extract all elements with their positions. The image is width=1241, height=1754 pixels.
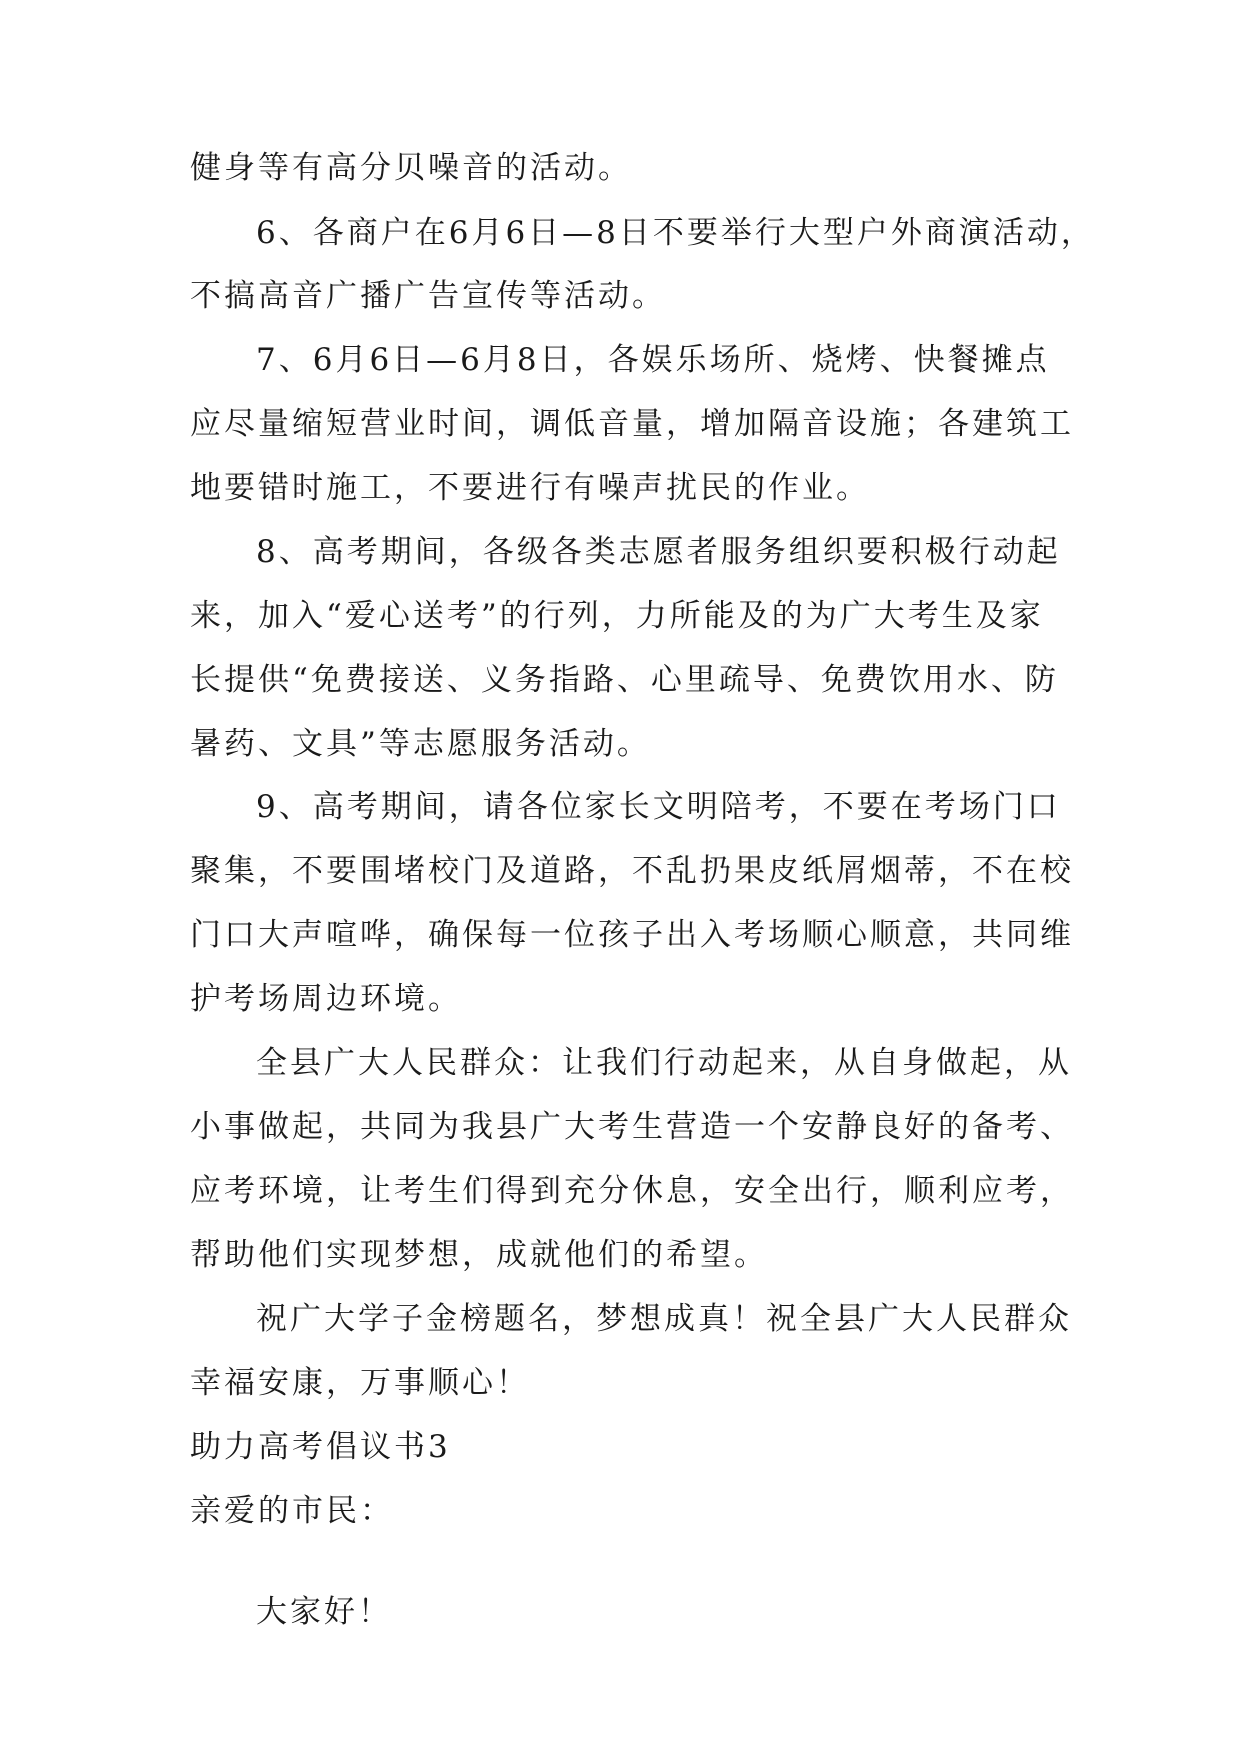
paragraph-line: 长提供“免费接送、义务指路、心里疏导、免费饮用水、防 <box>190 662 1059 698</box>
paragraph-line: 护考场周边环境。 <box>190 981 462 1017</box>
paragraph-line: 不搞高音广播广告宣传等活动。 <box>190 278 666 314</box>
paragraph-line: 健身等有高分贝噪音的活动。 <box>190 150 632 186</box>
paragraph-line: 来，加入“爱心送考”的行列，力所能及的为广大考生及家 <box>190 598 1044 634</box>
paragraph-line: 门口大声喧哗，确保每一位孩子出入考场顺心顺意，共同维 <box>190 917 1074 953</box>
paragraph-line: 9、高考期间，请各位家长文明陪考，不要在考场门口 <box>256 789 1061 825</box>
paragraph-line: 祝广大学子金榜题名，梦想成真！祝全县广大人民群众 <box>256 1301 1072 1337</box>
paragraph-line: 地要错时施工，不要进行有噪声扰民的作业。 <box>190 470 870 506</box>
section-title: 助力高考倡议书3 <box>190 1429 451 1465</box>
paragraph-line: 应考环境，让考生们得到充分休息，安全出行，顺利应考， <box>190 1173 1074 1209</box>
paragraph-line: 聚集，不要围堵校门及道路，不乱扔果皮纸屑烟蒂，不在校 <box>190 853 1074 889</box>
paragraph-line: 帮助他们实现梦想，成就他们的希望。 <box>190 1237 768 1273</box>
paragraph-line: 小事做起，共同为我县广大考生营造一个安静良好的备考、 <box>190 1109 1074 1145</box>
paragraph-line: 应尽量缩短营业时间，调低音量，增加隔音设施；各建筑工 <box>190 406 1074 442</box>
paragraph-line: 6、各商户在6月6日—8日不要举行大型户外商演活动， <box>256 215 1095 251</box>
greeting: 大家好！ <box>256 1594 392 1630</box>
salutation: 亲爱的市民： <box>190 1493 394 1529</box>
paragraph-line: 全县广大人民群众：让我们行动起来，从自身做起，从 <box>256 1045 1072 1081</box>
paragraph-line: 8、高考期间，各级各类志愿者服务组织要积极行动起 <box>256 534 1061 570</box>
paragraph-line: 暑药、文具”等志愿服务活动。 <box>190 726 651 762</box>
paragraph-line: 7、6月6日—6月8日，各娱乐场所、烧烤、快餐摊点 <box>256 342 1050 378</box>
paragraph-line: 幸福安康，万事顺心！ <box>190 1365 530 1401</box>
